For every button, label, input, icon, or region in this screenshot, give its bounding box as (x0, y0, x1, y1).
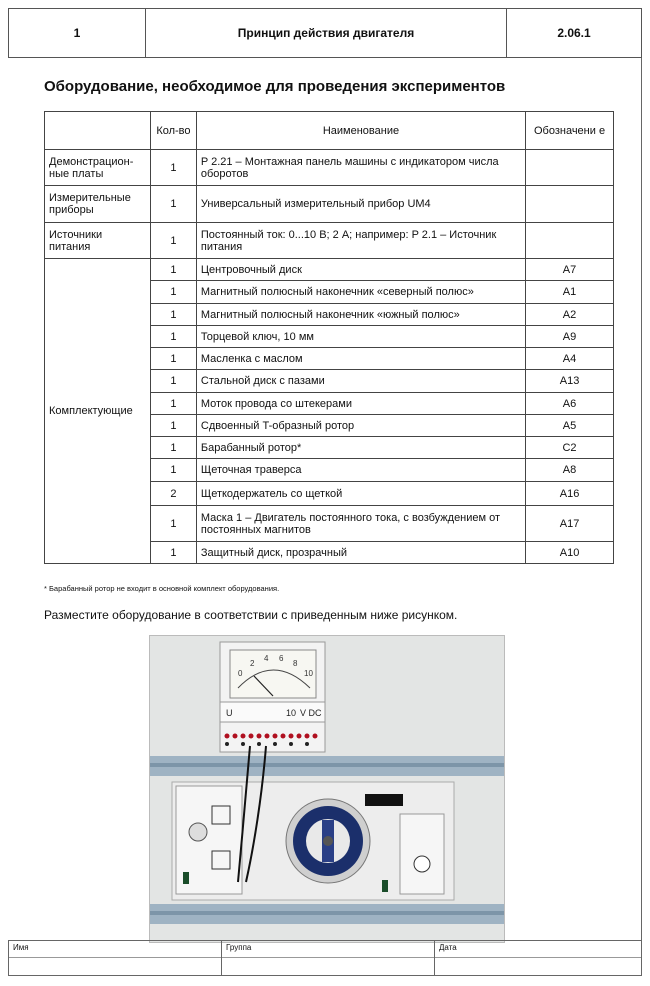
name-cell: P 2.21 – Монтажная панель машины с индикатором числа оборотов (196, 150, 525, 186)
name-cell: Магнитный полюсный наконечник «северный полюс» (196, 281, 525, 304)
qty-cell: 1 (150, 506, 196, 542)
name-cell: Маска 1 – Двигатель постоянного тока, с возбуждением от постоянных магнитов (196, 506, 525, 542)
meter-scale-label: 8 (293, 659, 298, 668)
qty-cell: 1 (150, 259, 196, 281)
document-footer (8, 940, 642, 976)
footer-group-label: Группа (222, 941, 435, 975)
qty-cell: 1 (150, 393, 196, 415)
meter-scale-label: 10 (304, 669, 313, 678)
section-title: Оборудование, необходимое для проведения экспериментов (44, 78, 506, 95)
designation-cell: A2 (526, 304, 614, 326)
qty-cell: 1 (150, 415, 196, 437)
document-header (8, 8, 642, 58)
designation-cell (526, 223, 614, 259)
setup-illustration (150, 636, 504, 942)
table-row (45, 259, 614, 281)
designation-cell (526, 150, 614, 186)
category-cell: Источники питания (45, 223, 151, 259)
meter-scale-label: 0 (238, 669, 243, 678)
motor-module (400, 814, 444, 894)
designation-cell: A6 (526, 393, 614, 415)
qty-cell: 1 (150, 348, 196, 370)
name-cell: Магнитный полюсный наконечник «южный полюс» (196, 304, 525, 326)
designation-cell: A7 (526, 259, 614, 281)
col-header-qty: Кол-во (150, 112, 196, 150)
header-code: 2.06.1 (557, 26, 591, 40)
designation-cell (526, 186, 614, 223)
name-cell: Барабанный ротор* (196, 437, 525, 459)
table-row (45, 186, 614, 223)
qty-cell: 1 (150, 150, 196, 186)
footer-date-label: Дата (435, 941, 641, 975)
designation-cell: A13 (526, 370, 614, 393)
table-header-row (45, 112, 614, 150)
rpm-display (365, 794, 403, 806)
qty-cell: 1 (150, 186, 196, 223)
designation-cell: A4 (526, 348, 614, 370)
meter-scale-label: 4 (264, 654, 269, 663)
meter-scale-label: 2 (250, 659, 255, 668)
name-cell: Масленка с маслом (196, 348, 525, 370)
category-cell-components: Комплектующие (45, 259, 151, 564)
switch (183, 872, 189, 884)
designation-cell: A17 (526, 506, 614, 542)
multimeter (220, 642, 325, 752)
name-cell: Универсальный измерительный прибор UM4 (196, 186, 525, 223)
qty-cell: 1 (150, 281, 196, 304)
header-title: Принцип действия двигателя (146, 9, 507, 57)
header-number: 1 (9, 9, 146, 57)
table-row (45, 223, 614, 259)
name-cell: Сдвоенный T-образный ротор (196, 415, 525, 437)
designation-cell: A5 (526, 415, 614, 437)
name-cell: Торцевой ключ, 10 мм (196, 326, 525, 348)
meter-unit-label: V DC (300, 708, 322, 718)
name-cell: Стальной диск с пазами (196, 370, 525, 393)
name-cell: Щеточная траверса (196, 459, 525, 482)
qty-cell: 2 (150, 482, 196, 506)
footnote: * Барабанный ротор не входит в основной комплект оборудования. (44, 584, 280, 593)
qty-cell: 1 (150, 459, 196, 482)
category-cell: Измерительные приборы (45, 186, 151, 223)
meter-u-label: U (226, 708, 233, 718)
designation-cell: A9 (526, 326, 614, 348)
footer-name-label: Имя (9, 941, 222, 975)
qty-cell: 1 (150, 437, 196, 459)
category-cell: Демонстрацион- ные платы (45, 150, 151, 186)
name-cell: Постоянный ток: 0...10 В; 2 А; например: P 2.1 – Источник питания (196, 223, 525, 259)
name-cell: Центровочный диск (196, 259, 525, 281)
designation-cell: A8 (526, 459, 614, 482)
meter-scale-label: 6 (279, 654, 284, 663)
qty-cell: 1 (150, 370, 196, 393)
qty-cell: 1 (150, 304, 196, 326)
name-cell: Моток провода со штекерами (196, 393, 525, 415)
col-header-category (45, 112, 151, 150)
designation-cell: A10 (526, 542, 614, 564)
switch (382, 880, 388, 892)
page-border-right (641, 58, 642, 940)
name-cell: Защитный диск, прозрачный (196, 542, 525, 564)
designation-cell: A16 (526, 482, 614, 506)
meter-range-label: 10 (286, 708, 297, 718)
qty-cell: 1 (150, 542, 196, 564)
col-header-designation: Обозначени е (526, 112, 614, 150)
col-header-name: Наименование (196, 112, 525, 150)
potentiometer-knob (189, 823, 207, 841)
table-row (45, 150, 614, 186)
qty-cell: 1 (150, 326, 196, 348)
equipment-table (44, 111, 614, 564)
setup-photo (149, 635, 505, 943)
instruction-text: Разместите оборудование в соответствии с приведенным ниже рисунком. (44, 608, 458, 622)
qty-cell: 1 (150, 223, 196, 259)
name-cell: Щеткодержатель со щеткой (196, 482, 525, 506)
designation-cell: A1 (526, 281, 614, 304)
designation-cell: C2 (526, 437, 614, 459)
